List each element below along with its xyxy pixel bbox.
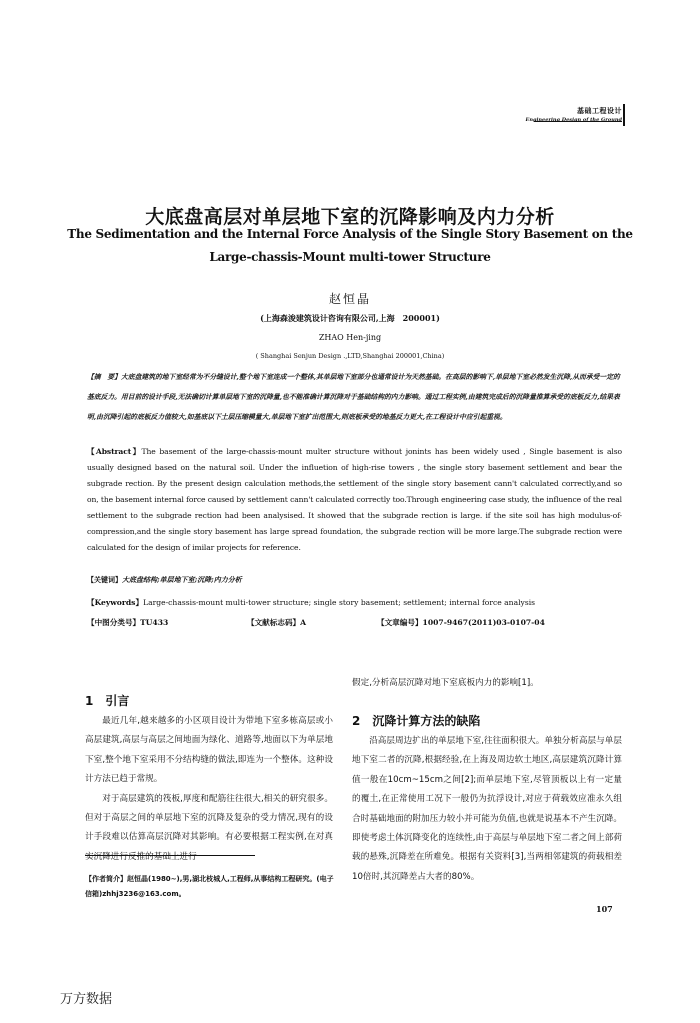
abstract-cn-label: 【摘 要】 bbox=[87, 373, 121, 381]
author-name-cn: 赵恒晶 bbox=[328, 292, 371, 306]
section1-paragraph: 对于高层建筑的筏板,厚度和配筋往往很大,相关的研究很多。但对于高层之间的单层地下室的沉降及复杂的受力情况,现有的设计手段难以估算高层沉降对其影响。有必要根据工程实例,在对真实沉降进行反推的基础上进行 bbox=[85, 793, 333, 862]
section1-continuation bbox=[352, 674, 622, 693]
section1-body bbox=[85, 712, 333, 867]
page-number: 107 bbox=[596, 904, 613, 914]
footnote-label: 【作者简介】 bbox=[85, 875, 127, 883]
keywords-en-text: Large-chassis-mount multi-tower structure; single story basement; settlement; internal force analysis bbox=[143, 598, 536, 607]
header-bar bbox=[623, 104, 625, 126]
journal-name-en: Engineering Design of the Ground bbox=[525, 117, 622, 123]
article-number: 【文章编号】1007-9467(2011)03-0107-04 bbox=[377, 618, 545, 627]
section1-paragraph: 最近几年,越来越多的小区项目设计为带地下室多栋高层或小高层建筑,高层与高层之间地面为绿化、道路等,地面以下为单层地下室,整个地下室采用不分结构缝的做法,即连为一个整体。这种设计方法已趋于常规。 bbox=[85, 716, 333, 785]
document-code: 【文献标志码】A bbox=[247, 618, 307, 627]
abstract-en bbox=[87, 444, 622, 556]
title-cn: 大底盘高层对单层地下室的沉降影响及内力分析 bbox=[145, 206, 555, 228]
author-footnote bbox=[85, 872, 335, 902]
title-en-line1: The Sedimentation and the Internal Force Analysis of the Single Story Basement on the bbox=[67, 227, 633, 241]
affiliation-cn: (上海森浚建筑设计咨询有限公司,上海 200001) bbox=[260, 313, 440, 323]
continuation-paragraph: 假定,分析高层沉降对地下室底板内力的影响[1]。 bbox=[352, 678, 539, 688]
abstract-en-text: The basement of the large-chassis-mount multer structure without jonints has been widely used , Single basement is also usually designed based on the natural soil. Under the influetion of high-rise towers , the single story basement settlement and bear the subgrade rection. By the present design calculation methods,the settlement of the single story basement cann't calculated correctly,and so on, the basement internal force caused by settlement cann't calculated correctly too.Through engineering case study, the influence of the real settlement to the subgrade rection had been analysised. It showed that the subgrade rection is large. if the site soil has high modulus-of-compression,and the single story basement has large spread foundation, the subgrade rection will be more large.The subgrade rection were calculated for the design of imilar projects for reference. bbox=[87, 447, 622, 552]
keywords-en bbox=[87, 597, 622, 608]
affiliation-en: ( Shanghai Senjun Design .,LTD,Shanghai 200001,China) bbox=[255, 352, 445, 360]
keywords-en-label: 【Keywords】 bbox=[87, 598, 144, 607]
abstract-cn-text: 大底盘建筑的地下室经常为不分缝设计,整个地下室连成一个整体,其单层地下室部分也通常设计为天然基础。在高层的影响下,单层地下室必然发生沉降,从而承受一定的基底反力。用目前的设计手段,无法确切计算单层地下室的沉降量,也不能准确计算沉降对于基础结构的内力影响。通过工程实例,由建筑完成后的沉降量推算承受的底板反力,结果表明,由沉降引起的底板反力值较大,如基底以下土层压缩模量大,单层地下室扩出范围大,则底板承受的地基反力更大,在工程设计中应引起重视。 bbox=[87, 373, 620, 421]
abstract-en-label: 【Abstract】 bbox=[87, 447, 142, 456]
section1-heading: 1 引言 bbox=[85, 694, 130, 708]
footnote-rule bbox=[85, 855, 255, 856]
watermark: 万方数据 bbox=[60, 992, 113, 1007]
section2-paragraph: 沿高层周边扩出的单层地下室,往往面积很大。单独分析高层与单层地下室二者的沉降,根据经验,在上海及周边软土地区,高层建筑沉降计算值一般在10cm~15cm之间[2];而单层地下室,尽管顶板以上有一定量的覆土,在正常使用工况下一般仍为抗浮设计,对应于荷载效应准永久组合时基础地面的附加压力较小并可能为负值,也就是说基本不产生沉降。即使考虑土体沉降变化的连续性,由于高层与单层地下室二者之间上部荷载的悬殊,沉降差在所难免。根据有关资料[3],当两相邻建筑的荷载相差10倍时,其沉降差占大者的80%。 bbox=[352, 736, 622, 882]
keywords-cn-text: 大底盘结构;单层地下室;沉降;内力分析 bbox=[122, 575, 242, 584]
footnote-text: 赵恒晶(1980~),男,湖北枝城人,工程师,从事结构工程研究。(电子信箱)zhhj3236@163.com。 bbox=[85, 875, 334, 898]
section2-heading: 2 沉降计算方法的缺陷 bbox=[352, 714, 481, 728]
abstract-cn bbox=[87, 367, 622, 427]
author-name-en: ZHAO Hen-jing bbox=[318, 333, 382, 342]
title-en-line2: Large-chassis-Mount multi-tower Structure bbox=[209, 250, 491, 264]
section2-body bbox=[352, 732, 622, 887]
clc-number: 【中图分类号】TU433 bbox=[87, 618, 169, 627]
keywords-cn-label: 【关键词】 bbox=[87, 575, 122, 584]
keywords-cn bbox=[87, 575, 622, 585]
journal-name-cn: 基础工程设计 bbox=[577, 107, 622, 115]
